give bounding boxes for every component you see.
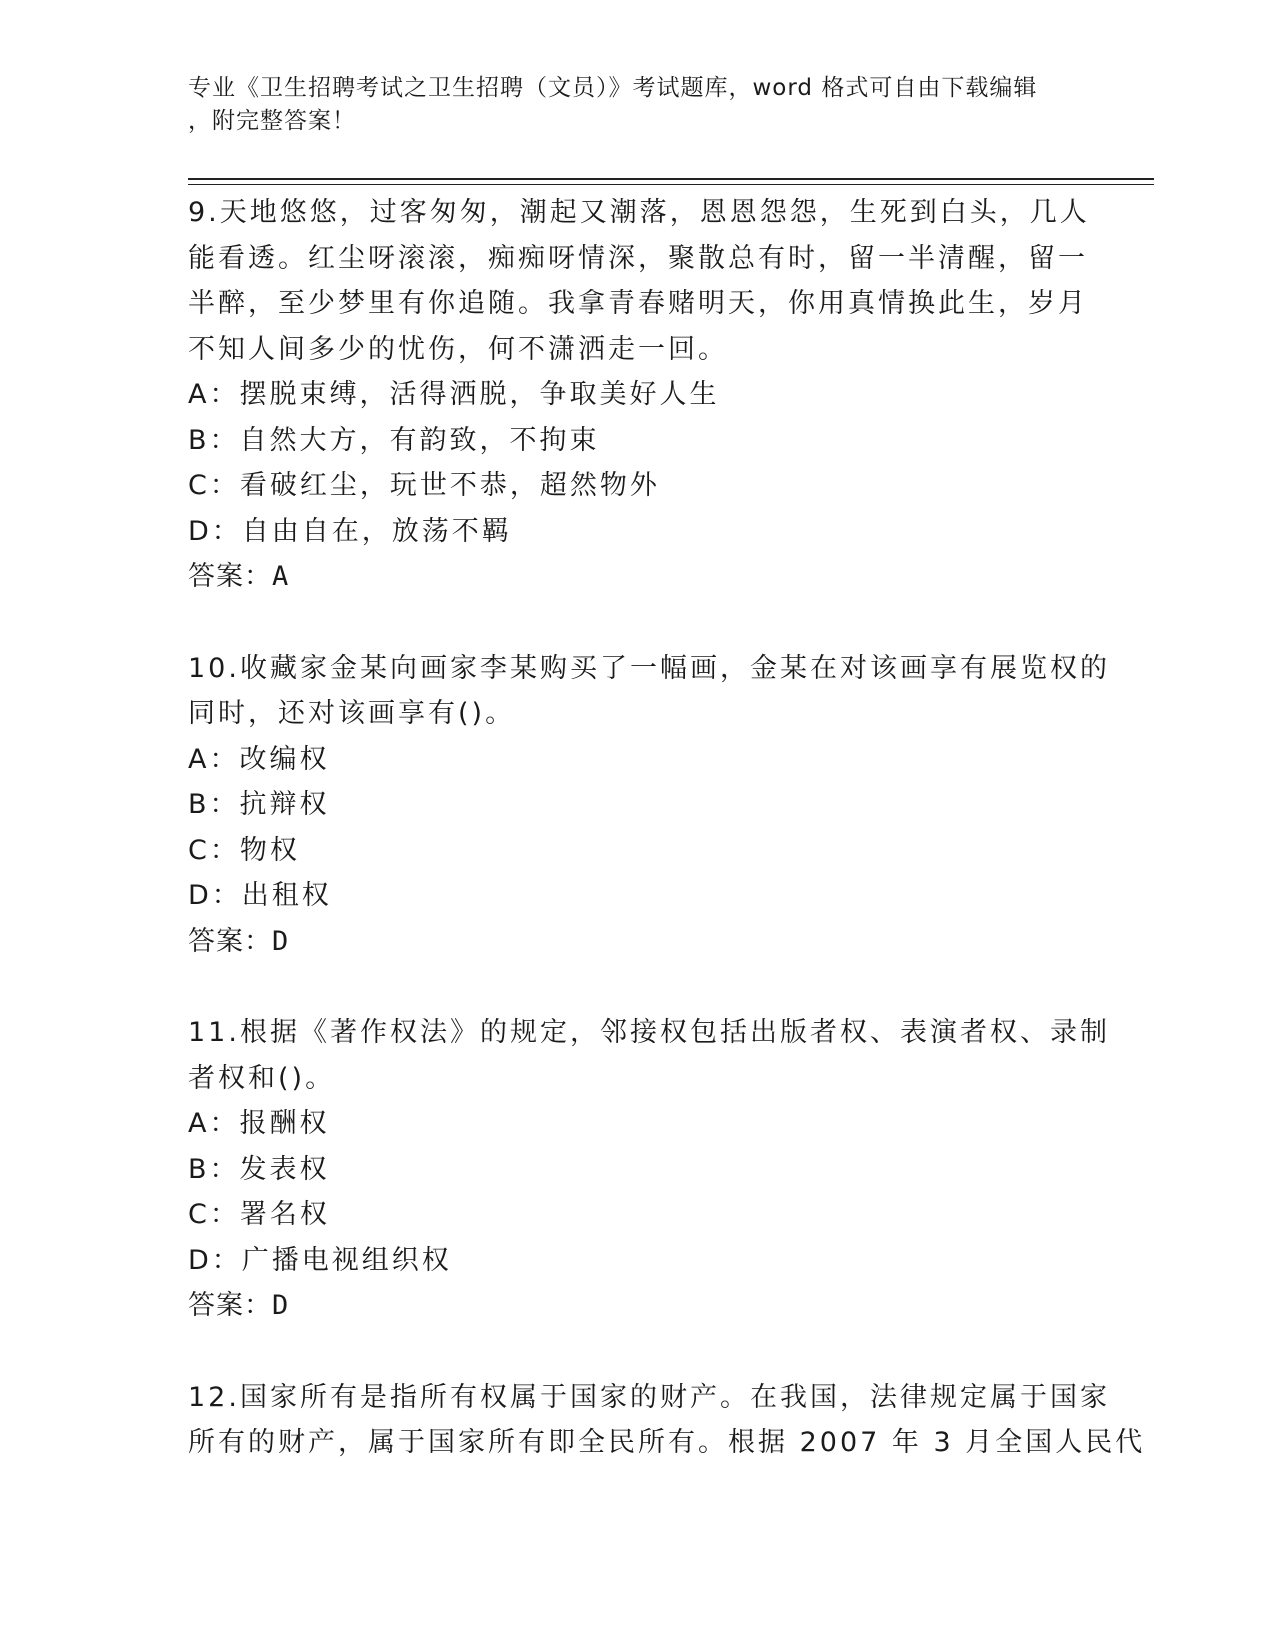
answer-line — [188, 919, 1088, 965]
option-c: C：看破红尘，玩世不恭，超然物外 — [188, 470, 660, 501]
option-a: A：摆脱束缚，活得洒脱，争取美好人生 — [188, 379, 720, 410]
header-divider-thick — [188, 178, 1154, 180]
stem-line: 所有的财产，属于国家所有即全民所有。根据 2007 年 3 月全国人民代 — [188, 1427, 1146, 1458]
option-b: B：抗辩权 — [188, 789, 330, 820]
question-stem — [188, 1010, 1110, 1101]
header-line-2: ，附完整答案！ — [188, 108, 356, 134]
question-stem — [188, 190, 1088, 372]
option-c: C：署名权 — [188, 1199, 330, 1230]
answer-value: D — [272, 1290, 290, 1321]
stem-line: 9.天地悠悠，过客匆匆，潮起又潮落，恩恩怨怨，生死到白头，几人 — [188, 197, 1090, 228]
question-stem — [188, 646, 1110, 737]
option-a: A：报酬权 — [188, 1108, 330, 1139]
answer-label: 答案： — [188, 561, 272, 592]
question-12 — [188, 1375, 1146, 1466]
question-stem — [188, 1375, 1146, 1466]
answer-value: D — [272, 925, 290, 957]
answer-line — [188, 1283, 1088, 1329]
answer-label: 答案： — [188, 925, 272, 957]
question-9 — [188, 190, 1088, 600]
header-line-1: 专业《卫生招聘考试之卫生招聘（文员）》考试题库，word 格式可自由下载编辑 — [188, 75, 1038, 101]
stem-line: 半醉，至少梦里有你追随。我拿青春赌明天，你用真情换此生，岁月 — [188, 288, 1088, 319]
stem-line: 不知人间多少的忧伤，何不潇洒走一回。 — [188, 333, 728, 365]
option-c: C：物权 — [188, 834, 300, 866]
stem-line: 11.根据《著作权法》的规定，邻接权包括出版者权、表演者权、录制 — [188, 1017, 1110, 1048]
option-b: B：发表权 — [188, 1153, 330, 1185]
answer-line — [188, 554, 1088, 600]
option-d: D：自由自在，放荡不羁 — [188, 515, 512, 547]
option-a: A：改编权 — [188, 743, 330, 775]
answer-label: 答案： — [188, 1290, 272, 1321]
stem-line: 者权和()。 — [188, 1062, 336, 1094]
question-10 — [188, 646, 1110, 965]
stem-line: 10.收藏家金某向画家李某购买了一幅画，金某在对该画享有展览权的 — [188, 652, 1110, 684]
option-d: D：广播电视组织权 — [188, 1244, 452, 1276]
stem-line: 同时，还对该画享有()。 — [188, 698, 516, 729]
header-divider-thin — [188, 184, 1154, 185]
option-d: D：出租权 — [188, 880, 332, 911]
question-11 — [188, 1010, 1110, 1329]
question-list — [188, 190, 1146, 1512]
stem-line: 12.国家所有是指所有权属于国家的财产。在我国，法律规定属于国家 — [188, 1381, 1110, 1413]
stem-line: 能看透。红尘呀滚滚，痴痴呀情深，聚散总有时，留一半清醒，留一 — [188, 242, 1088, 274]
option-b: B：自然大方，有韵致，不拘束 — [188, 424, 600, 456]
document-header — [188, 72, 1068, 138]
answer-value: A — [272, 561, 290, 592]
